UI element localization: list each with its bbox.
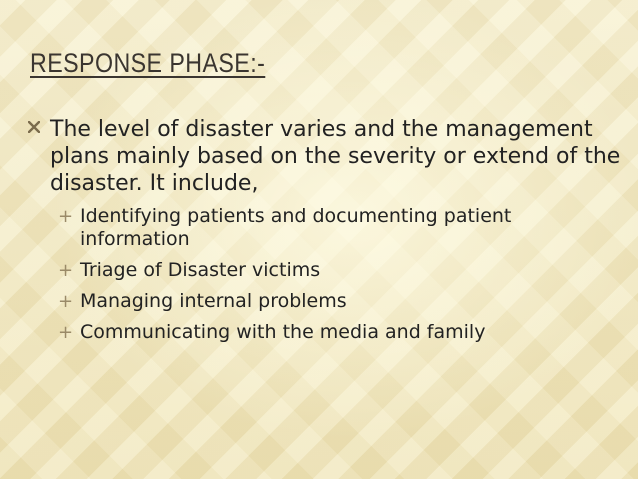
sub-bullet-text: Identifying patients and documenting patient information xyxy=(80,205,512,250)
plus-bullet-icon: + xyxy=(58,206,74,227)
main-bullet xyxy=(24,116,624,197)
sub-bullet-1 xyxy=(24,205,624,251)
x-bullet-icon xyxy=(28,119,40,131)
plus-bullet-icon: + xyxy=(58,322,74,343)
sub-bullet-2 xyxy=(24,259,624,282)
sub-bullet-3 xyxy=(24,290,624,313)
sub-bullet-text: Triage of Disaster victims xyxy=(80,259,321,281)
slide-content xyxy=(24,116,624,344)
plus-bullet-icon: + xyxy=(58,260,74,281)
main-bullet-text: The level of disaster varies and the management plans mainly based on the severity or extend of the disaster. It include, xyxy=(50,117,621,196)
slide-title: RESPONSE PHASE:- xyxy=(30,48,266,78)
sub-bullet-text: Managing internal problems xyxy=(80,290,347,312)
plus-bullet-icon: + xyxy=(58,291,74,312)
sub-bullet-4 xyxy=(24,321,624,344)
sub-bullet-text: Communicating with the media and family xyxy=(80,321,486,343)
